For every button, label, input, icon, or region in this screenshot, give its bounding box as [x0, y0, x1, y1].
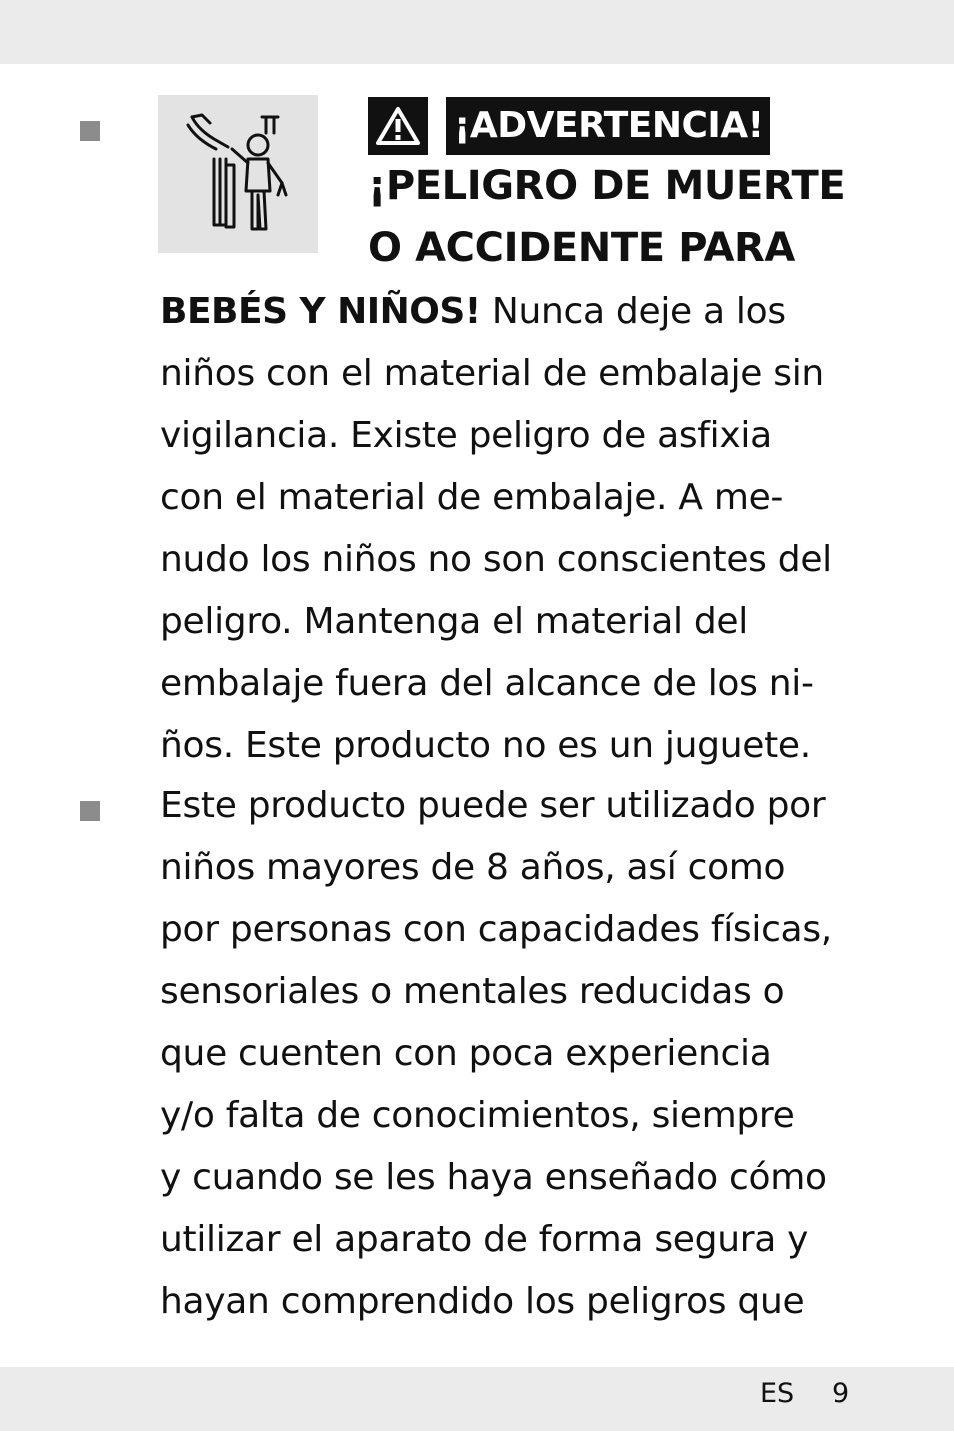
header-band: [0, 0, 954, 64]
paragraph-line: embalaje fuera del alcance de los ni-: [160, 663, 814, 704]
paragraph-line: ños. Este producto no es un juguete.: [160, 725, 811, 766]
paragraph-line: hayan comprendido los peligros que: [160, 1281, 805, 1322]
paragraph-line: y cuando se les haya enseñado cómo: [160, 1157, 827, 1198]
paragraph-line: sensoriales o mentales reducidas o: [160, 971, 785, 1012]
warning-heading-line: O ACCIDENTE PARA: [368, 225, 795, 271]
paragraph-line: niños con el material de embalaje sin: [160, 353, 824, 394]
paragraph-line: nudo los niños no son conscientes del: [160, 539, 832, 580]
paragraph-line: peligro. Mantenga el material del: [160, 601, 748, 642]
warning-triangle-icon: [368, 97, 428, 155]
child-safety-pictogram-icon: [158, 95, 318, 253]
paragraph-line: utilizar el aparato de forma segura y: [160, 1219, 809, 1260]
warning-lead-bold: BEBÉS Y NIÑOS!: [160, 291, 481, 332]
bullet-square-icon: [80, 121, 100, 141]
paragraph-line: y/o falta de conocimientos, siempre: [160, 1095, 795, 1136]
paragraph-line: vigilancia. Existe peligro de asfixia: [160, 415, 772, 456]
warning-banner: [368, 97, 770, 155]
footer-band: [0, 1367, 954, 1431]
paragraph-line: que cuenten con poca experiencia: [160, 1033, 772, 1074]
paragraph-line: con el material de embalaje. A me-: [160, 477, 784, 518]
bullet-square-icon: [80, 801, 100, 821]
paragraph-line: niños mayores de 8 años, así como: [160, 847, 786, 888]
warning-label: ¡ADVERTENCIA!: [446, 97, 770, 155]
page-number: 9: [832, 1378, 850, 1409]
paragraph-line: Este producto puede ser utilizado por: [160, 785, 826, 826]
warning-heading-line: ¡PELIGRO DE MUERTE: [368, 163, 846, 209]
warning-lead-line: [160, 281, 786, 343]
footer-language: ES: [760, 1378, 795, 1409]
paragraph-line: por personas con capacidades físicas,: [160, 909, 832, 950]
warning-lead-text: Nunca deje a los: [480, 291, 786, 332]
